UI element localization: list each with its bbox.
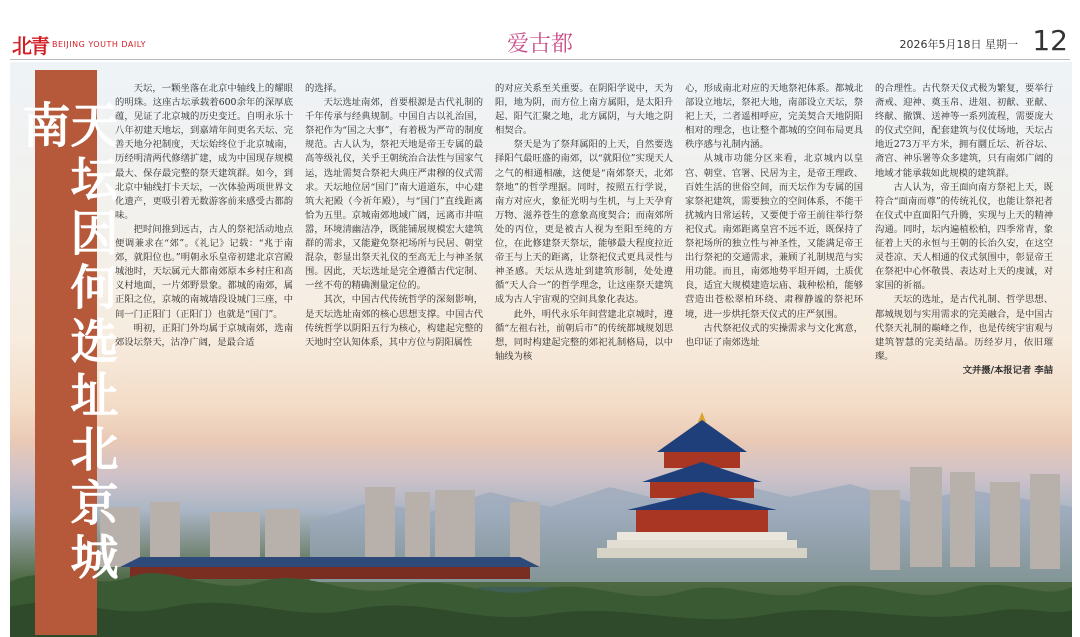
paragraph: 天坛选址南郊，首要根源是古代礼制的千年传承与经典规制。中国自古以礼治国，祭祀作为“国之大事”，有着极为严苛的制度规范。古人认为，祭祀天地是帝王专属的最高等级礼仪，关乎王朝统治合法性与国家气运，选址需契合祭祀大典庄严肃穆的仪式需求。天坛地位居“国门”南大道道东，中心建筑大祀殿（今祈年殿），与“国门”直线距离恰为五里。京城南郊地域广阔，远离市井喧嚣，环境清幽洁净，既能铺展规模宏大建筑群的需求，又能避免祭祀场所与民居、朝堂混杂，彰显出祭天礼仪的至高无上与神圣氛围。因此，天坛选址是完全遵循古代定制、一丝不苟的精确测量定位的。 bbox=[305, 97, 483, 292]
paragraph: 的合理性。古代祭天仪式极为繁复，要举行斋戒、迎神、奠玉帛、进俎、初献、亚献、终献、撤馔、送神等一系列流程，需要庞大的仪式空间，配套建筑与仪仗场地，天坛占地近273万平方米，拥有圜丘坛、祈谷坛、斋宫、神乐署等众多建筑，只有南郊广阔的地域才能承载如此规模的建筑群。 bbox=[875, 83, 1053, 179]
paragraph: 此外，明代永乐年间营建北京城时，遵循“左祖右社，前朝后市”的传统都城规划思想，同时构建起完整的郊祀礼制格局，以中轴线为核 bbox=[495, 308, 673, 362]
paragraph: 古代祭祀仪式的实操需求与文化寓意，也印证了南郊选址 bbox=[685, 322, 863, 348]
header-divider bbox=[10, 59, 1070, 60]
dateline: 2026年5月18日 星期一 bbox=[899, 38, 1018, 51]
logo-subtitle: BEIJING YOUTH DAILY bbox=[52, 40, 147, 49]
paragraph: 的选择。 bbox=[305, 83, 343, 94]
article-stage bbox=[10, 62, 1072, 637]
article-column-4 bbox=[685, 82, 863, 350]
paragraph: 天坛，一颗坐落在北京中轴线上的耀眼的明珠。这座古坛承载着600余年的深厚底蕴，见证了北京城的历史变迁。自明永乐十八年初建天地坛，到嘉靖年间更名天坛、完善天地分祀制度，天坛始终位于北京城南，历经明清两代修缮扩建，成为中国现存规模最大、保存最完整的祭天建筑群。如今，到北京中轴线打卡天坛，一次体验两项世界文化遗产，更吸引着无数游客前来感受古都韵味。 bbox=[115, 83, 293, 221]
paragraph: 从城市功能分区来看，北京城内以皇宫、朝堂、官署、民居为主，是帝王理政、百姓生活的世俗空间，而天坛作为专属的国家祭祀建筑，需要独立的空间体系，不能干扰城内日常运转，又要便于帝王前往举行祭祀仪式。南郊距离皇宫不远不近，既保持了祭祀场所的独立性与神圣性，又能满足帝王出行祭祀的交通需求，兼顾了礼制规范与实用功能。而且，南郊地势平坦开阔，土质优良，适宜大规模建造坛庙、栽种松柏，能够营造出苍松翠柏环绕、肃穆静谧的祭祀环境，进一步烘托祭天仪式的庄严氛围。 bbox=[685, 153, 863, 320]
paragraph: 其次，中国古代传统哲学的深刻影响，是天坛选址南郊的核心思想支撑。中国古代传统哲学以阴阳五行为核心，构建起完整的天地时空认知体系，其中方位与阴阳属性 bbox=[305, 294, 483, 348]
paragraph: 祭天是为了祭拜属阳的上天，自然要选择阳气最旺盛的南郊，以“就阳位”实现天人之气的相通相融，这便是“南郊祭天，北郊祭地”的哲学理据。同时，按照五行学说，南方对应火，象征光明与生机，与上天孕育万物、滋养苍生的意象高度契合；而南郊所处的丙位，更是被古人视为至阳至纯的方位，在此修建祭天祭坛，能够最大程度拉近帝王与上天的距离，让祭祀仪式更具灵性与神圣感。天坛从选址到建筑形制，处处遵循“天人合一”的哲学理念，让这座祭天建筑成为古人宇宙观的空间具象化表达。 bbox=[495, 139, 673, 306]
paragraph: 天坛的选址，是古代礼制、哲学思想、都城规划与实用需求的完美融合，是中国古代祭天礼制的巅峰之作，也是传统宇宙观与建筑智慧的完美结晶。历经岁月，依旧璀璨。 bbox=[875, 294, 1053, 362]
paragraph: 古人认为，帝王面向南方祭祀上天，既符合“面南而尊”的传统礼仪，也能让祭祀者在仪式中直面阳气升腾，实现与上天的精神沟通。同时，坛内遍植松柏，四季常青，象征着上天的永恒与王朝的长治久安，在这空灵苍凉、天人相通的仪式氛围中，彰显帝王在祭祀中心怀敬畏、表达对上天的虔诚，对家国的祈福。 bbox=[875, 181, 1053, 292]
page-number: 12 bbox=[1032, 24, 1068, 57]
article-column-3 bbox=[495, 82, 673, 364]
headline: 天坛因何选址北京城南 bbox=[14, 100, 118, 586]
article-column-1 bbox=[115, 82, 293, 350]
page-header bbox=[0, 0, 1080, 60]
paragraph: 把时间推到远古，古人的祭祀活动地点便调兼求在“郊”。《礼记》记载：“兆于南郊，就阳位也。”明朝永乐皇帝初建北京宫殿城池时，天坛属元大都南郊原本乡村庄和高义村地面，一片郊野景象。都城的南郊，属正阳之位，京城的南城墙段设城门三座，中间一门正阳门（正阳门）也就是“国门”。 bbox=[115, 223, 293, 320]
article-column-2 bbox=[305, 82, 483, 350]
article-body bbox=[115, 82, 1055, 482]
headline-banner bbox=[14, 70, 118, 635]
paragraph: 明初，正阳门外均属于京城南郊，选南郊设坛祭天，沽净广阔，是最合适 bbox=[115, 322, 293, 348]
logo-mark: 北青 bbox=[12, 34, 48, 58]
section-title: 爱古都 bbox=[506, 32, 573, 57]
article-column-5 bbox=[875, 82, 1053, 378]
paragraph: 的对应关系至关重要。在阴阳学说中，天为阳，地为阴，而方位上南方属阳，是太阳升起、阳气汇聚之地，北方属阴，与大地之阴相契合。 bbox=[495, 83, 673, 137]
long-hall-roof bbox=[120, 557, 540, 567]
byline: 文并摄/本报记者 李喆 bbox=[962, 364, 1053, 376]
paragraph: 心，形成南北对应的天地祭祀体系。都城北部设立地坛，祭祀大地，南部设立天坛，祭祀上天，二者遥相呼应，完美契合天地阴阳相对的理念，也让整个都城的空间布局更具秩序感与礼制内涵。 bbox=[685, 83, 863, 151]
